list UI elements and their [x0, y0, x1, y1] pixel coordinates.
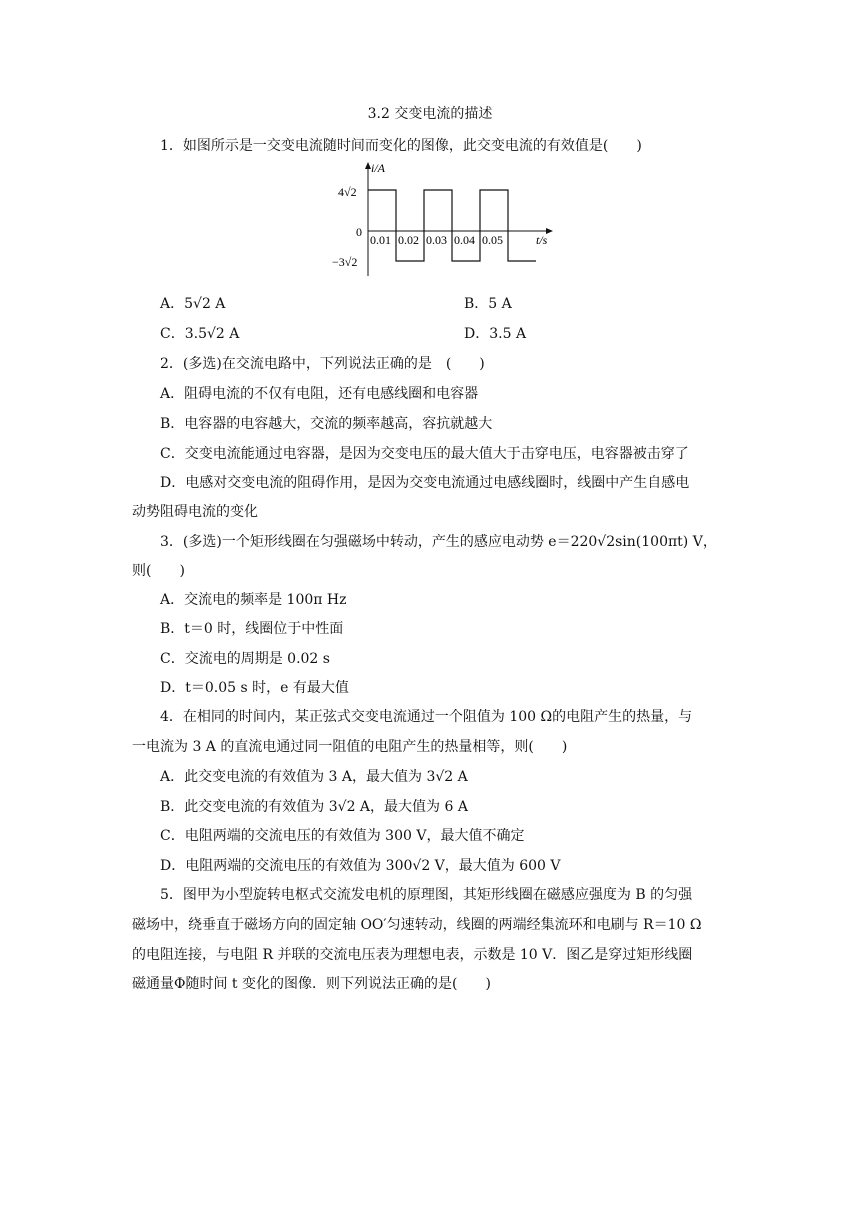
q2-option-d: D．电感对交变电流的阻碍作用，是因为交变电流通过电感线圈时，线圈中产生自感电	[160, 475, 690, 491]
dashed-guides	[396, 190, 508, 261]
q1-option-b: B．5 A	[464, 296, 512, 312]
q3-stem-cont: 则( )	[132, 563, 185, 579]
q4-option-b: B．此交变电流的有效值为 3√2 A，最大值为 6 A	[160, 799, 468, 815]
q1-option-c: C．3.5√2 A	[160, 326, 240, 342]
q1-option-d: D．3.5 A	[464, 326, 527, 342]
q2-stem: 2．(多选)在交流电路中，下列说法正确的是 ( )	[160, 356, 485, 372]
q4-option-c: C．电阻两端的交流电压的有效值为 300 V，最大值不确定	[160, 828, 525, 844]
tick-0.02: 0.02	[398, 233, 419, 247]
q4-option-d: D．电阻两端的交流电压的有效值为 300√2 V，最大值为 600 V	[160, 858, 561, 874]
q3-option-b: B．t＝0 时，线圈位于中性面	[160, 621, 344, 637]
q5-stem-line2: 磁场中，绕垂直于磁场方向的固定轴 OO′匀速转动，线圈的两端经集流环和电刷与 R＝10 Ω	[132, 917, 702, 933]
q4-option-a: A．此交变电流的有效值为 3 A，最大值为 3√2 A	[160, 769, 468, 785]
q5-stem-line3: 的电阻连接，与电阻 R 并联的交流电压表为理想电表，示数是 10 V．图乙是穿过矩形线圈	[132, 947, 693, 963]
x-axis-label: t/s	[536, 233, 548, 247]
q2-option-b: B．电容器的电容越大，交流的频率越高，容抗就越大	[160, 416, 493, 432]
q1-stem: 1．如图所示是一交变电流随时间而变化的图像，此交变电流的有效值是( )	[160, 138, 642, 154]
q2-option-d-cont: 动势阻碍电流的变化	[132, 504, 258, 520]
q1-option-a: A．5√2 A	[160, 296, 226, 312]
section-title: 3.2 交变电流的描述	[367, 106, 493, 122]
y-high-label: 4√2	[338, 185, 357, 199]
q3-option-a: A．交流电的频率是 100π Hz	[160, 592, 347, 608]
y-axis-label: i/A	[371, 161, 385, 175]
q3-option-c: C．交流电的周期是 0.02 s	[160, 651, 330, 667]
tick-0.05: 0.05	[482, 233, 503, 247]
q2-option-a: A．阻碍电流的不仅有电阻，还有电感线圈和电容器	[160, 386, 479, 402]
tick-0.04: 0.04	[454, 233, 475, 247]
origin-label: 0	[356, 225, 362, 239]
tick-0.03: 0.03	[426, 233, 447, 247]
q5-stem-line1: 5．图甲为小型旋转电枢式交流发电机的原理图，其矩形线圈在磁感应强度为 B 的匀强	[160, 887, 693, 903]
q4-stem-cont: 一电流为 3 A 的直流电通过同一阻值的电阻产生的热量相等，则( )	[132, 739, 568, 755]
tick-0.01: 0.01	[370, 233, 391, 247]
q3-stem: 3．(多选)一个矩形线圈在匀强磁场中转动，产生的感应电动势 e＝220√2sin(100πt) V，	[160, 534, 717, 550]
q1-current-graph	[330, 160, 570, 282]
q3-option-d: D．t＝0.05 s 时，e 有最大值	[160, 680, 349, 696]
q2-option-c: C．交变电流能通过电容器，是因为交变电压的最大值大于击穿电压，电容器被击穿了	[160, 446, 689, 462]
q4-stem: 4．在相同的时间内，某正弦式交变电流通过一个阻值为 100 Ω的电阻产生的热量，与	[160, 709, 693, 725]
y-low-label: −3√2	[332, 255, 358, 269]
q5-stem-line4: 磁通量Φ随时间 t 变化的图像．则下列说法正确的是( )	[132, 976, 491, 992]
